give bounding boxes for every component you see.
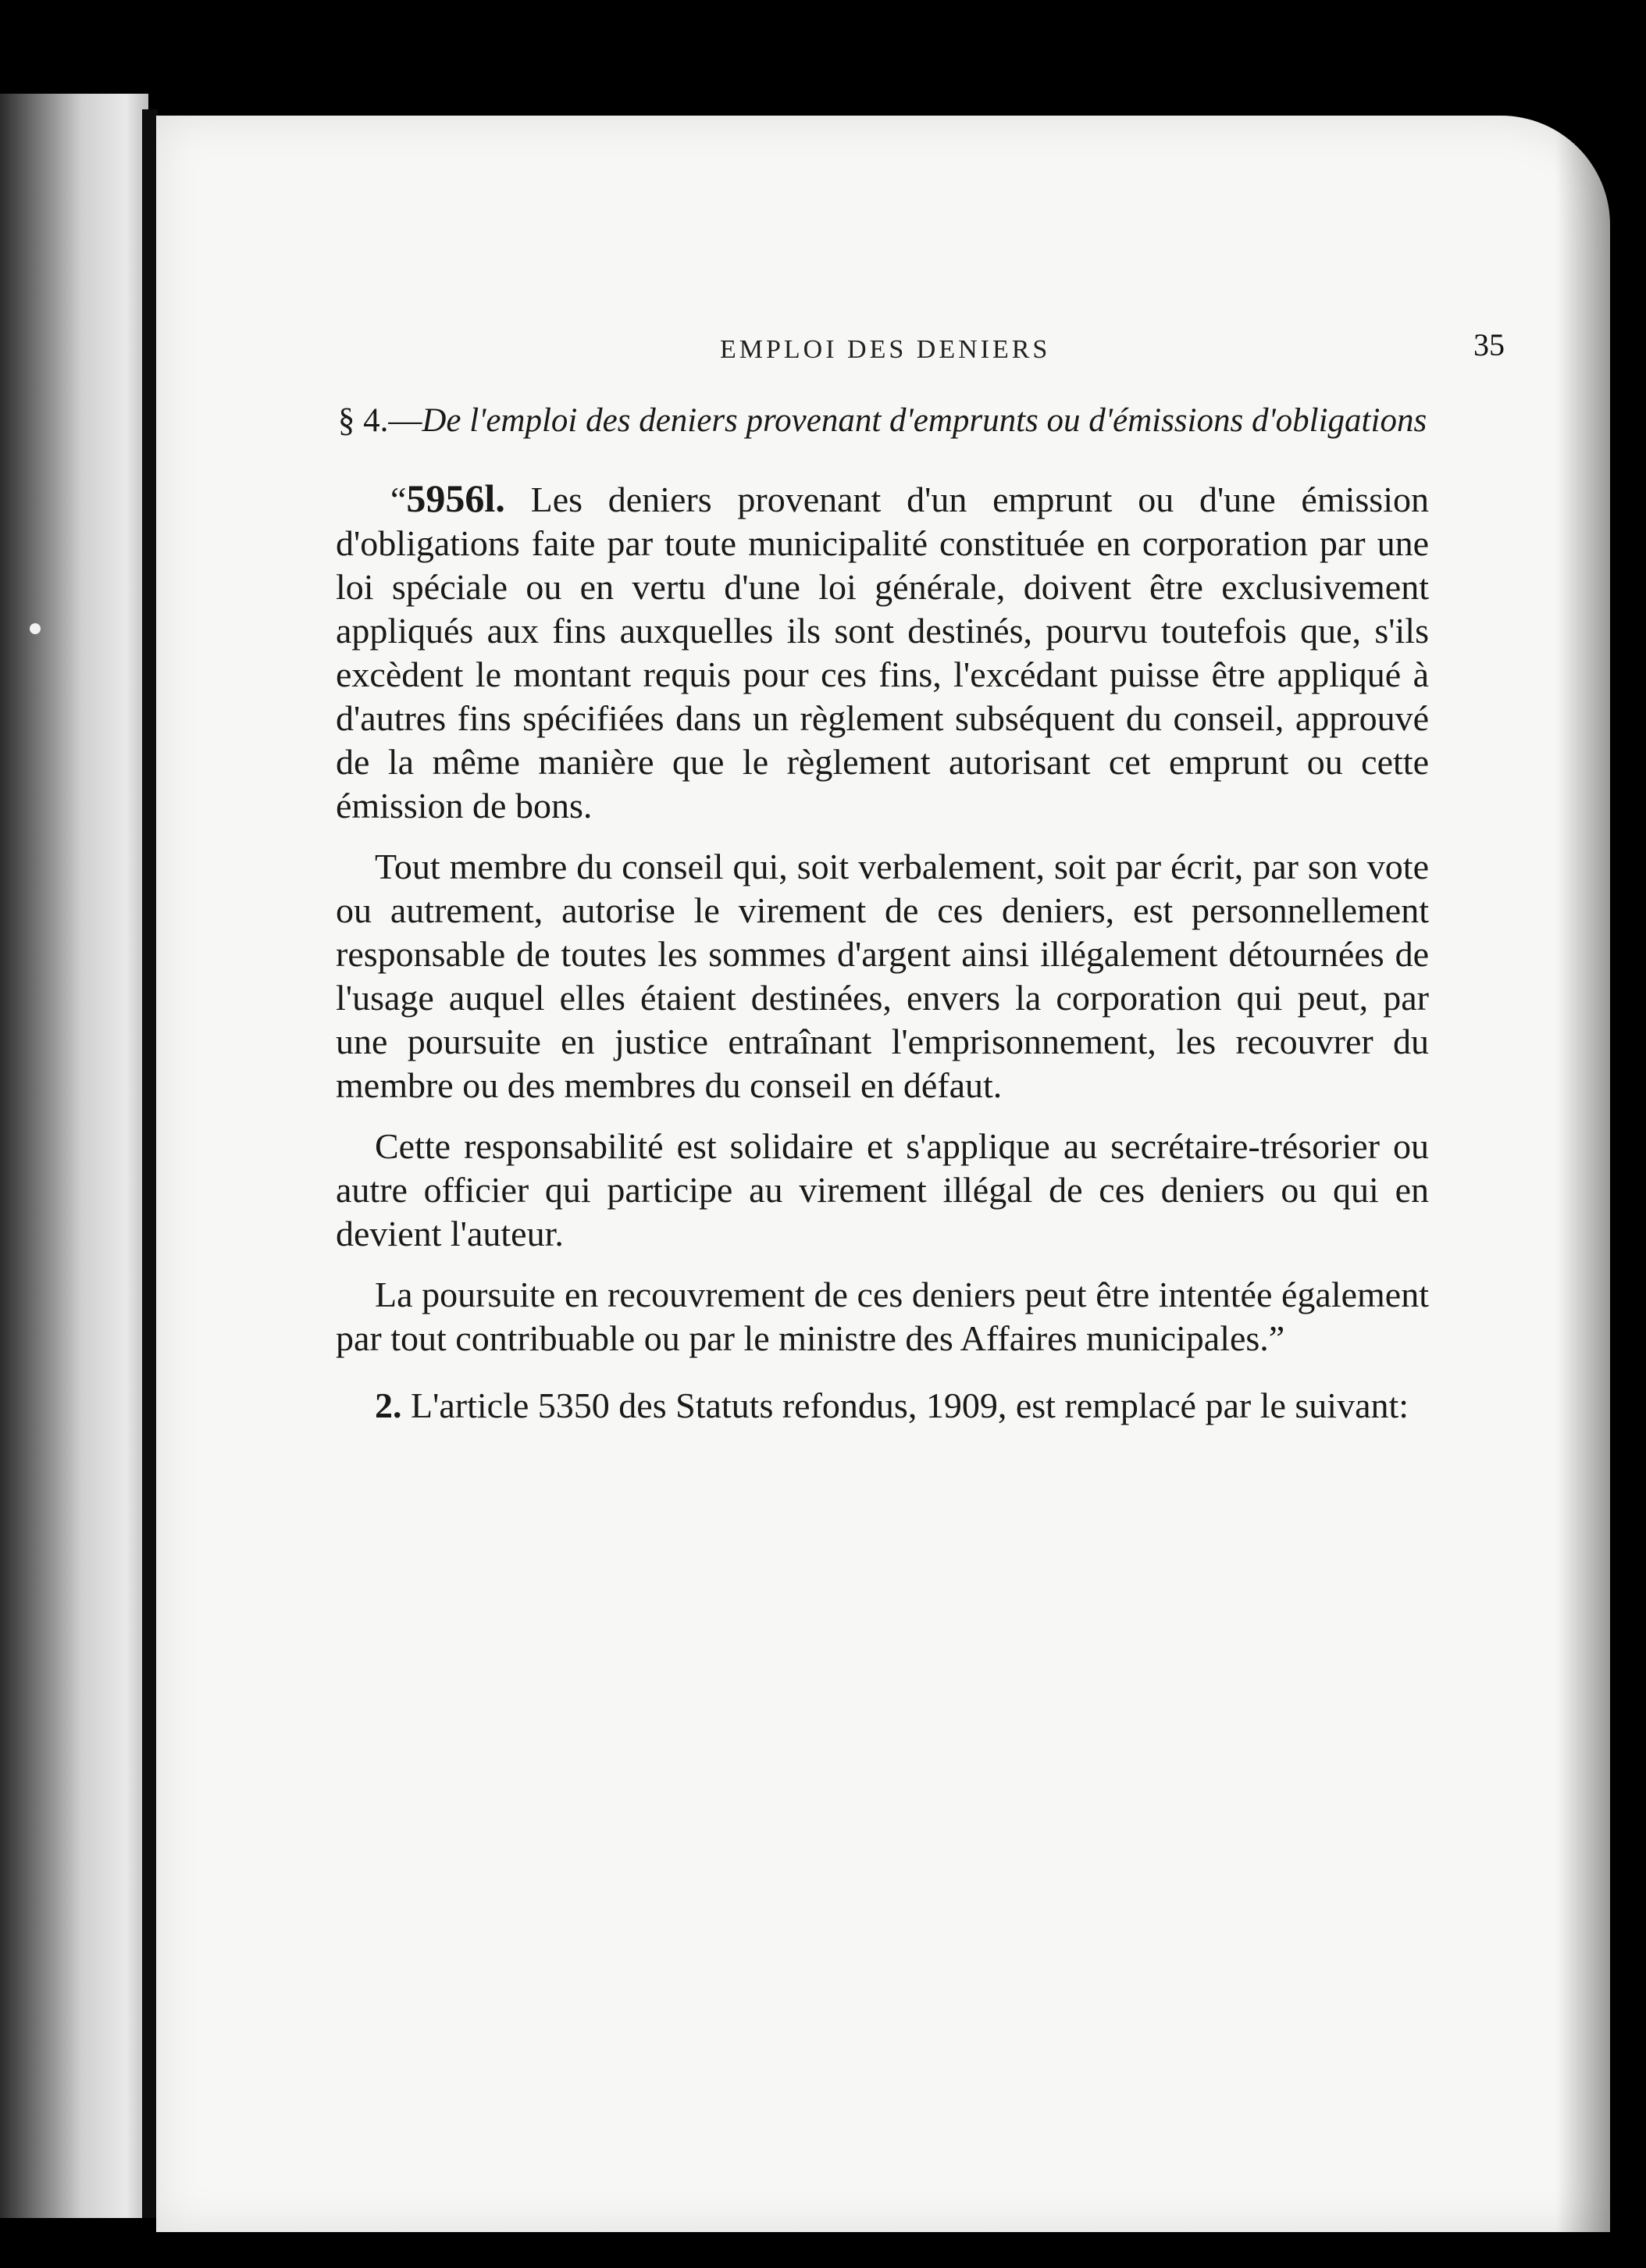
book-gutter [142, 109, 158, 2218]
open-quote: “ [390, 480, 407, 519]
page-edge-shadow [1555, 116, 1610, 2232]
amendment-paragraph [336, 1384, 1429, 1428]
running-title: EMPLOI DES DENIERS [720, 335, 1051, 364]
article-text-1: Les deniers provenant d'un emprunt ou d'une émission d'obligations faite par toute municipalité constituée en corporation par une loi spéciale ou en vertu d'une loi générale, doivent être exclusivement appliqués aux fins auxquelles ils sont destinés, pourvu toutefois que, s'ils excèdent le montant requis pour ces fins, l'excédant puisse être appliqué à d'autres fins spécifiées dans un règlement subséquent du conseil, approuvé de la même manière que le règlement autorisant cet emprunt ou cette émission de bons. [336, 480, 1429, 826]
amendment-text: L'article 5350 des Statuts refondus, 1909, est remplacé par le suivant: [411, 1385, 1409, 1425]
article-paragraph-4: La poursuite en recouvrement de ces deniers peut être intentée également par tout contribuable ou par le ministre des Affaires municipales.” [336, 1275, 1429, 1358]
section-symbol: § 4.— [337, 402, 422, 439]
section-heading [336, 397, 1429, 445]
page-body [336, 397, 1429, 1464]
article-paragraph-2: Tout membre du conseil qui, soit verbalement, soit par écrit, par son vote ou autrement, autorise le virement de ces deniers, est personnellement responsable de toutes les sommes d'argent ainsi illégalement détournées de l'usage auquel elles étaient destinées, envers la corporation qui peut, par une poursuite en justice entraînant l'emprisonnement, les recouvrer du membre ou des membres du conseil en défaut. [336, 847, 1429, 1105]
section-title: De l'emploi des deniers provenant d'emprunts ou d'émissions d'obligations [422, 402, 1427, 439]
page-number: 35 [1473, 327, 1505, 362]
scan-speck [30, 623, 41, 634]
amendment-number: 2. [375, 1385, 402, 1425]
previous-page-edge [0, 94, 148, 2218]
article-paragraph-1 [336, 476, 1429, 828]
article-number: 5956l. [406, 476, 505, 520]
scanned-page [156, 116, 1610, 2232]
article-paragraph-3: Cette responsabilité est solidaire et s'applique au secrétaire-trésorier ou autre officier qui participe au virement illégal de ces deniers ou qui en devient l'auteur. [336, 1126, 1429, 1253]
